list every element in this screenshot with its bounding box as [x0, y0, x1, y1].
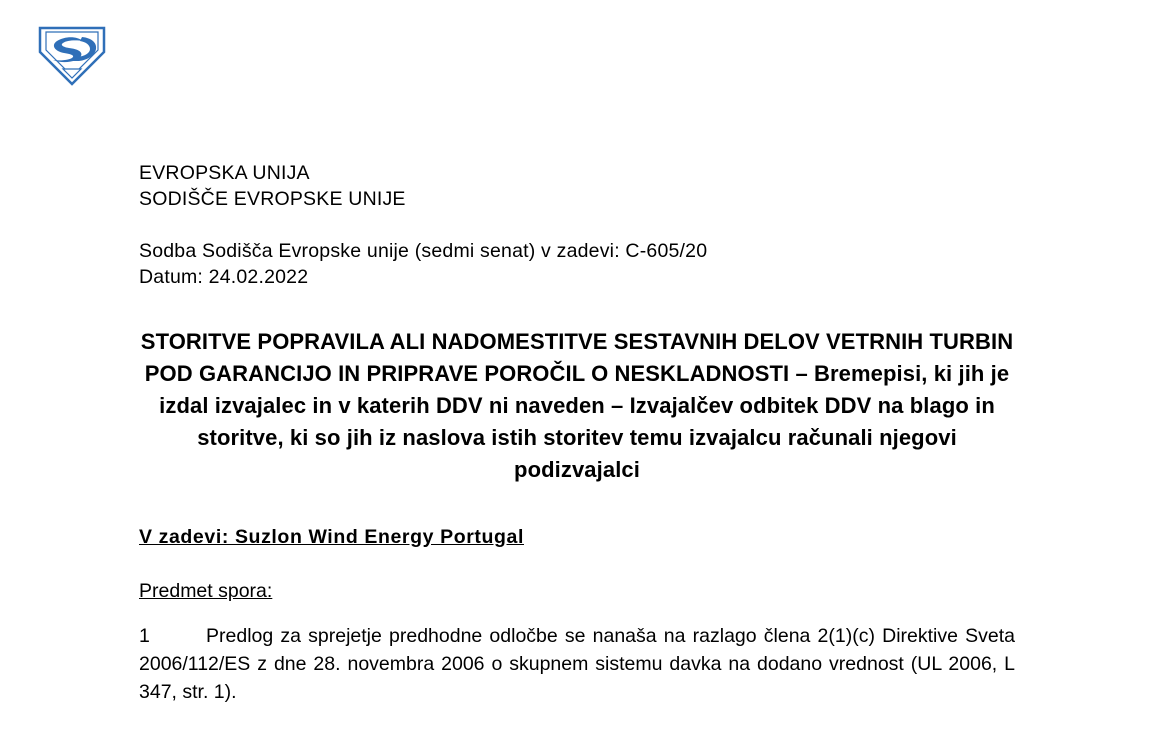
sd-shield-logo-icon — [32, 22, 112, 90]
page-title: STORITVE POPRAVILA ALI NADOMESTITVE SESTAVNIH DELOV VETRNIH TURBIN POD GARANCIJO IN PRIPRAVE POROČIL O NESKLADNOSTI – Bremepisi, ki jih je izdal izvajalec in v katerih DDV ni naveden – Izvajalčev odbitek DDV na blago in storitve, ki so jih iz naslova istih storitev temu izvajalcu računali njegovi podizvajalci — [140, 329, 1014, 482]
organisation-block — [139, 160, 1015, 212]
paragraph-1 — [139, 622, 1015, 706]
case-block — [139, 238, 1015, 290]
subject-line: V zadevi: Suzlon Wind Energy Portugal — [139, 526, 524, 548]
case-date: Datum: 24.02.2022 — [139, 266, 309, 288]
paragraph-text: Predlog za sprejetje predhodne odločbe se nanaša na razlago člena 2(1)(c) Direktive Sveta 2006/112/ES z dne 28. novembra 2006 o skupnem sistemu davka na dodano vrednost (UL 2006, L 347, str. 1). — [139, 625, 1015, 703]
section-heading: Predmet spora: — [139, 580, 273, 602]
organisation-line-1: EVROPSKA UNIJA — [139, 162, 310, 184]
paragraph-number: 1 — [139, 625, 150, 647]
case-reference: Sodba Sodišča Evropske unije (sedmi senat) v zadevi: C-605/20 — [139, 240, 708, 262]
document-content — [139, 160, 1015, 706]
organisation-line-2: SODIŠČE EVROPSKE UNIJE — [139, 188, 406, 210]
